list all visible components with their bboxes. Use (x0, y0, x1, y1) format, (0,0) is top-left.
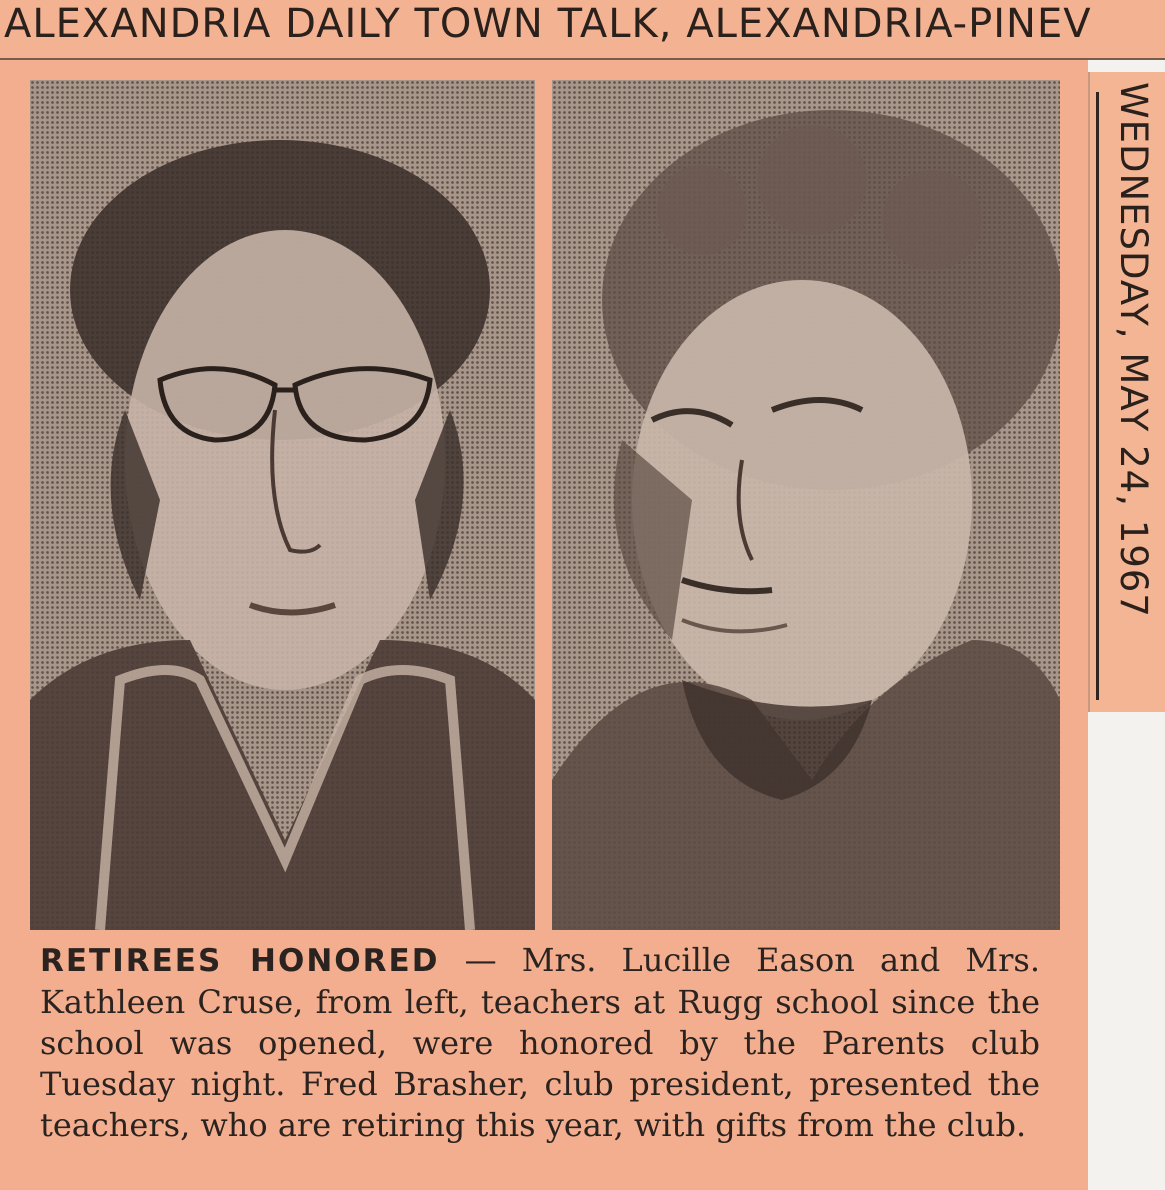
portrait-woman-glasses-icon (30, 80, 535, 930)
photo-kathleen-cruse (552, 80, 1060, 930)
masthead-strip (0, 0, 1165, 60)
caption-body: Mrs. Lucille Eason and Mrs. Kathleen Cruse, from left, teachers at Rugg school since the school was opened, were honored by the Parents club Tuesday night. Fred Brasher, club president, presented the teachers, who are retiring this year, with gifts from the club. (40, 941, 1041, 1144)
caption-dash: — (439, 941, 522, 979)
photo-caption (40, 940, 1040, 1146)
portrait-woman-curly-hair-icon (552, 80, 1060, 930)
photo-lucille-eason (30, 80, 535, 930)
dateline-text: WEDNESDAY, MAY 24, 1967 (1112, 82, 1155, 618)
dateline-rule (1096, 92, 1099, 700)
caption-headline: RETIREES HONORED (40, 943, 440, 979)
masthead-text: ALEXANDRIA DAILY TOWN TALK, ALEXANDRIA-PINEV (4, 1, 1092, 47)
